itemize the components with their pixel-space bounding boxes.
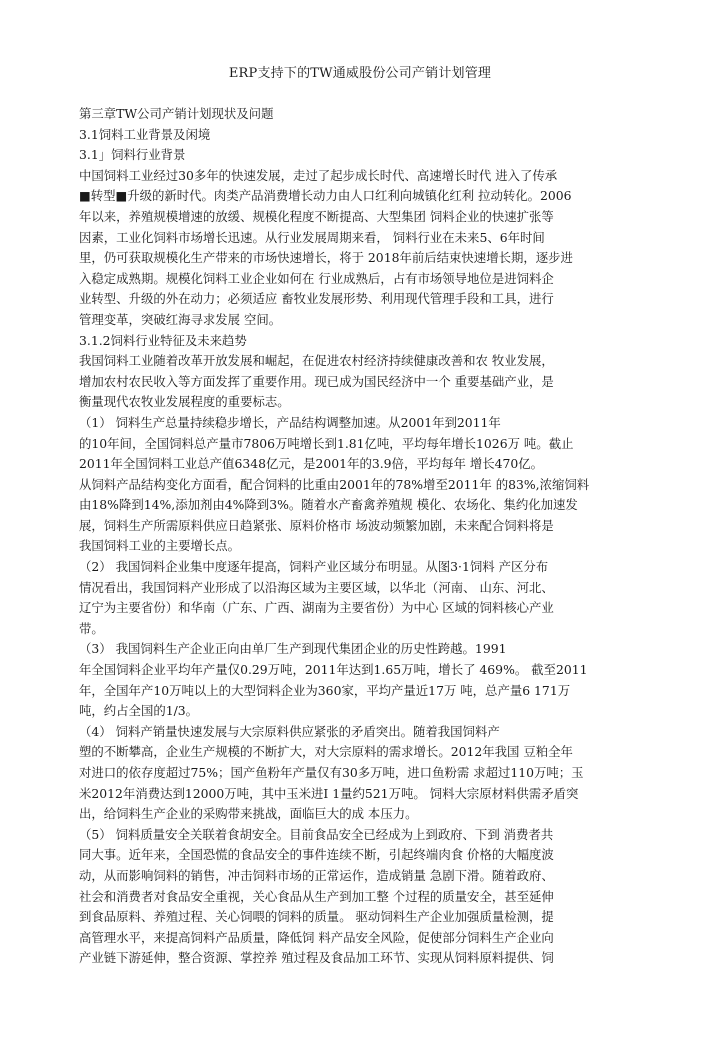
body-line: 吨，约占全国的1/3。 bbox=[79, 703, 199, 719]
list-item-line: （5） 饲料质量安全关联着食胡安全。目前食品安全已经成为上到政府、下到 消费者共 bbox=[79, 826, 554, 842]
body-line: 我国饲料工业的主要增长点。 bbox=[79, 538, 241, 554]
body-line: 增加农村农民收入等方面发挥了重要作用。现已成为国民经济中一个 重要基础产业，是 bbox=[79, 373, 554, 389]
body-line: 展，饲料生产所需原料供应日趋紧张、原料价格市 场波动频繁加剧，未来配合饲料将是 bbox=[79, 517, 554, 533]
body-line: 高管理水平，来提高饲料产品质量，降低饲 料产品安全风险，促使部分饲料生产企业向 bbox=[79, 929, 554, 945]
subsection-heading: 3.1.2饲料行业特征及未来趋势 bbox=[79, 332, 247, 348]
body-line: 情况看出，我国饲料产业形成了以沿海区域为主要区域，以华北（河南、 山东、河北、 bbox=[79, 579, 554, 595]
body-line: 产业链下游延伸，整合资源、掌控养 殖过程及食品加工环节、实现从饲料原料提供、饲 bbox=[79, 950, 554, 966]
list-item-line: （3） 我国饲料生产企业正向由单厂生产到现代集团企业的历史性跨越。1991 bbox=[79, 641, 507, 657]
body-line: 对进口的依存度超过75%；国产鱼粉年产量仅有30多万吨，进口鱼粉需 求超过110万吨；玉 bbox=[79, 765, 584, 780]
body-line: 管理变革，突破红海寻求发展 空间。 bbox=[79, 311, 282, 327]
body-line: 因素，工业化饲料市场增长迅速。从行业发展周期来看， 饲料行业在未来5、6年时间 bbox=[79, 229, 545, 245]
body-line: 中国饲料工业经过30多年的快速发展，走过了起步成长时代、高速增长时代 进入了传承 bbox=[79, 167, 558, 183]
body-line: 米2012年消费达到12000万吨，其中玉米进I 1量约521万吨。 饲料大宗原材料供需矛盾突 bbox=[79, 785, 579, 801]
body-line: 社会和消费者对食品安全重视，关心食品从生产到加工整 个过程的质量安全，甚至延伸 bbox=[79, 888, 554, 904]
body-line: 的10年间，全国饲料总产量市7806万吨增长到1.81亿吨，平均每年增长1026万 吨。截止 bbox=[79, 435, 574, 451]
chapter-heading: 第三章TW公司产销计划现状及问题 bbox=[79, 106, 274, 121]
body-line: 动，从而影响饲料的销售，冲击饲料市场的正常运作，造成销量 急剧下滑。随着政府、 bbox=[79, 867, 554, 883]
body-line: 带。 bbox=[79, 620, 104, 636]
document-body bbox=[79, 104, 615, 969]
list-item-line: （4） 饲料产销量快速发展与大宗原料供应紧张的矛盾突出。随着我国饲料产 bbox=[79, 723, 500, 739]
body-line: 我国饲料工业随着改革开放发展和崛起，在促进农村经济持续健康改善和农 牧业发展， bbox=[79, 353, 554, 369]
body-line: 入稳定成熟期。规模化饲料工业企业如何在 行业成熟后，占有市场领导地位是进饲料企 bbox=[79, 270, 554, 286]
subsection-heading: 3.1」饲料行业背景 bbox=[79, 147, 186, 163]
body-line: 年以来，养殖规模增速的放缓、规模化程度不断提高、大型集团 饲料企业的快速扩张等 bbox=[79, 208, 554, 224]
body-line: 塑的不断攀高，企业生产规模的不断扩大，对大宗原料的需求增长。2012年我国 豆粕全年 bbox=[79, 744, 573, 760]
body-line: 年，全国年产10万吨以上的大型饲料企业为360家，平均产量近17万 吨，总产量6 171万 bbox=[79, 682, 571, 698]
body-line: 辽宁为主要省份）和华南（广东、广西、湖南为主要省份）为中心 区域的饲料核心产业 bbox=[79, 600, 554, 616]
list-item-line: （1） 饲料生产总量持续稳步增长，产品结构调整加速。从2001年到2011年 bbox=[79, 414, 501, 430]
body-line: 从饲料产品结构变化方面看，配合饲料的比重由2001年的78%增至2011年 的83%,浓缩饲料 bbox=[79, 476, 590, 492]
body-line: 2011年全国饲料工业总产值6348亿元，是2001年的3.9倍，平均每年 增长470亿。 bbox=[79, 456, 544, 472]
list-item-line: （2） 我国饲料企业集中度逐年提高，饲料产业区域分布明显。从图3·1饲料 产区分布 bbox=[79, 559, 549, 575]
body-line: 业转型、升级的外在动力；必须适应 畜牧业发展形势、利用现代管理手段和工具，进行 bbox=[79, 291, 554, 307]
body-line: 衡量现代农牧业发展程度的重要标志。 bbox=[79, 394, 290, 410]
body-line: 出，给饲料生产企业的采购带来挑战，面临巨大的成 本压力。 bbox=[79, 806, 418, 822]
section-heading: 3.1饲料工业背景及闲境 bbox=[79, 126, 211, 142]
body-line: 里，仍可获取规模化生产带来的市场快速增长，将于 2018年前后结束快速增长期，逐步进 bbox=[79, 250, 573, 266]
body-line: 到食品原料、养殖过程、关心饲喂的饲料的质量。 驱动饲料生产企业加强质量检测，提 bbox=[79, 909, 554, 925]
body-line: 年全国饲料企业平均年产量仅0.29万吨，2011年达到1.65万吨，增长了 469%。 截至2011 bbox=[79, 662, 588, 678]
document-title: ERP支持下的TW通威股份公司产销计划管理 bbox=[228, 66, 492, 81]
body-line: ■转型■升级的新时代。肉类产品消费增长动力由人口红利向城镇化红利 拉动转化。2006 bbox=[79, 188, 572, 204]
body-line: 由18%降到14%,添加剂由4%降到3%。随着水产畜禽养殖规 模化、农场化、集约化加速发 bbox=[79, 497, 578, 513]
body-line: 同大事。近年来，全国恐慌的食品安全的事件连续不断，引起终端肉食 价格的大幅度波 bbox=[79, 847, 554, 863]
